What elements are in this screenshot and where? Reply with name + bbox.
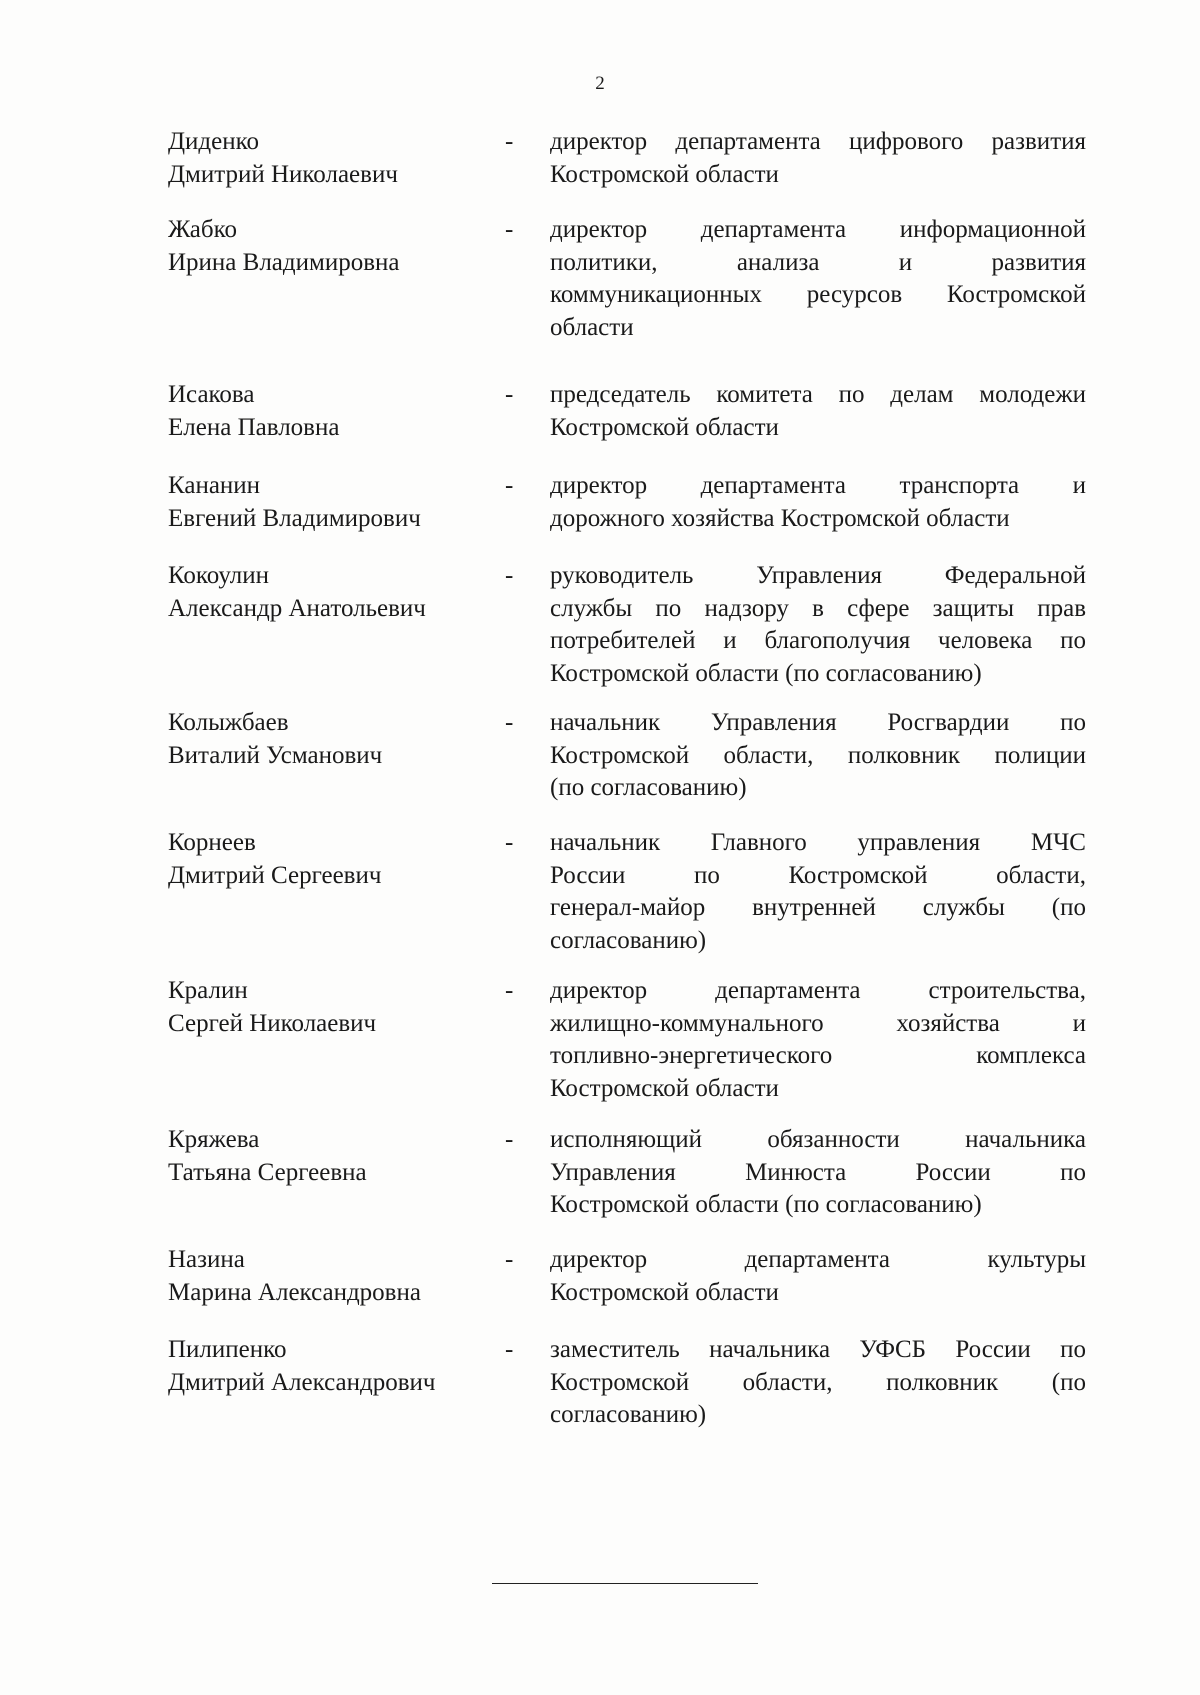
member-given-names: Евгений Владимирович <box>168 504 421 532</box>
position-line: директор департамента информационной <box>550 216 1086 243</box>
member-position <box>550 1124 1086 1222</box>
member-surname: Колыжбаев <box>168 709 289 736</box>
position-line: Костромской области <box>550 1074 779 1102</box>
position-line: потребителей и благополучия человека по <box>550 627 1086 654</box>
position-line: директор департамента транспорта и <box>550 472 1086 499</box>
member-position <box>550 214 1086 344</box>
position-line: политики, анализа и развития <box>550 248 1086 276</box>
member-position <box>550 707 1086 805</box>
separator-dash: - <box>505 216 514 243</box>
position-line: Костромской области <box>550 413 779 441</box>
separator-dash: - <box>505 1246 514 1273</box>
member-position <box>550 470 1086 535</box>
member-surname: Пилипенко <box>168 1336 287 1363</box>
separator-dash: - <box>505 1336 514 1363</box>
member-surname: Диденко <box>168 128 260 155</box>
member-name <box>168 827 488 892</box>
position-line: коммуникационных ресурсов Костромской <box>550 281 1086 308</box>
separator-dash: - <box>505 1126 514 1153</box>
position-line: службы по надзору в сфере защиты прав <box>550 594 1086 622</box>
separator-dash: - <box>505 829 514 856</box>
member-surname: Корнеев <box>168 829 256 856</box>
member-name <box>168 1124 488 1189</box>
position-line: начальник Управления Росгвардии по <box>550 709 1086 736</box>
member-position <box>550 560 1086 690</box>
position-line: директор департамента цифрового развития <box>550 128 1086 155</box>
member-position <box>550 1334 1086 1432</box>
position-line: директор департамента культуры <box>550 1246 1086 1273</box>
member-position <box>550 379 1086 444</box>
position-line: Костромской области, полковник (по <box>550 1368 1086 1396</box>
member-position <box>550 126 1086 191</box>
position-line: Костромской области <box>550 160 779 188</box>
member-given-names: Ирина Владимировна <box>168 248 400 276</box>
position-line: (по согласованию) <box>550 774 747 801</box>
position-line: согласованию) <box>550 926 707 954</box>
page-number: 2 <box>595 73 605 94</box>
member-name <box>168 975 488 1040</box>
separator-dash: - <box>505 709 514 736</box>
member-name <box>168 214 488 279</box>
position-line: директор департамента строительства, <box>550 977 1086 1004</box>
member-given-names: Дмитрий Александрович <box>168 1368 436 1396</box>
position-line: председатель комитета по делам молодежи <box>550 381 1086 408</box>
position-line: Костромской области (по согласованию) <box>550 1191 982 1218</box>
separator-dash: - <box>505 128 514 155</box>
end-rule <box>492 1583 758 1584</box>
position-line: области <box>550 313 634 341</box>
member-given-names: Татьяна Сергеевна <box>168 1158 367 1186</box>
member-surname: Назина <box>168 1246 245 1273</box>
separator-dash: - <box>505 977 514 1004</box>
position-line: Костромской области (по согласованию) <box>550 659 982 687</box>
member-name <box>168 1244 488 1309</box>
member-given-names: Марина Александровна <box>168 1278 421 1306</box>
member-position <box>550 975 1086 1105</box>
position-line: исполняющий обязанности начальника <box>550 1126 1086 1153</box>
member-name <box>168 560 488 625</box>
member-name <box>168 379 488 444</box>
separator-dash: - <box>505 472 514 499</box>
position-line: заместитель начальника УФСБ России по <box>550 1336 1086 1363</box>
member-surname: Исакова <box>168 381 255 408</box>
member-surname: Кокоулин <box>168 562 269 589</box>
position-line: Управления Минюста России по <box>550 1158 1086 1186</box>
position-line: начальник Главного управления МЧС <box>550 829 1086 856</box>
position-line: России по Костромской области, <box>550 861 1086 889</box>
member-surname: Кананин <box>168 472 261 499</box>
position-line: дорожного хозяйства Костромской области <box>550 504 1010 532</box>
position-line: жилищно-коммунального хозяйства и <box>550 1009 1086 1037</box>
position-line: руководитель Управления Федеральной <box>550 562 1086 589</box>
member-name <box>168 126 488 191</box>
member-given-names: Дмитрий Сергеевич <box>168 861 382 889</box>
separator-dash: - <box>505 562 514 589</box>
member-given-names: Дмитрий Николаевич <box>168 160 398 188</box>
member-position <box>550 1244 1086 1309</box>
member-given-names: Елена Павловна <box>168 413 340 441</box>
position-line: Костромской области <box>550 1278 779 1306</box>
member-given-names: Сергей Николаевич <box>168 1009 377 1037</box>
separator-dash: - <box>505 381 514 408</box>
member-given-names: Александр Анатольевич <box>168 594 426 622</box>
member-position <box>550 827 1086 957</box>
member-given-names: Виталий Усманович <box>168 741 383 769</box>
member-name <box>168 1334 488 1399</box>
member-surname: Кряжева <box>168 1126 260 1153</box>
position-line: топливно-энергетического комплекса <box>550 1042 1086 1069</box>
member-name <box>168 707 488 772</box>
position-line: согласованию) <box>550 1401 707 1428</box>
member-name <box>168 470 488 535</box>
member-surname: Кралин <box>168 977 248 1004</box>
position-line: генерал-майор внутренней службы (по <box>550 894 1086 921</box>
position-line: Костромской области, полковник полиции <box>550 741 1086 769</box>
member-surname: Жабко <box>168 216 237 243</box>
